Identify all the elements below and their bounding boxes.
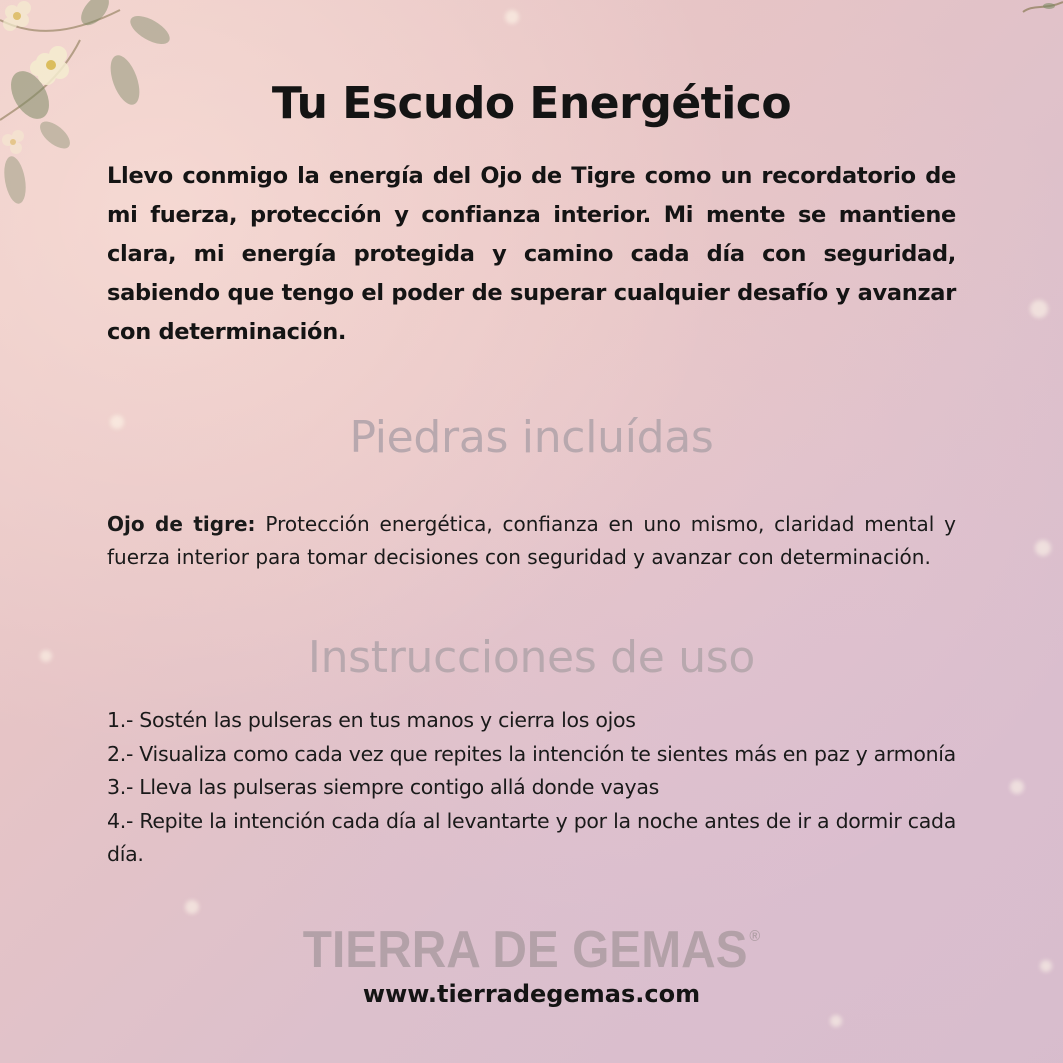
stone-benefits: Protección energética, confianza en uno mismo, claridad mental y fuerza interior para tomar decisiones con seguridad y avanzar con determinación. [107, 512, 957, 569]
sparkle-decoration [1035, 540, 1051, 556]
instruction-step: 1.- Sostén las pulseras en tus manos y cierra los ojos [107, 708, 636, 732]
instruction-step: 2.- Visualiza como cada vez que repites la intención te sientes más en paz y armonía [107, 741, 956, 766]
instruction-step: 4.- Repite la intención cada día al levantarte y por la noche antes de ir a dormir cada día. [107, 808, 956, 866]
sparkle-decoration [1010, 780, 1024, 794]
brand-logo [43, 920, 1021, 980]
stone-name: Ojo de tigre: [107, 512, 256, 536]
instructions-heading: Instrucciones de uso [307, 632, 756, 683]
website-url: www.tierradegemas.com [362, 980, 701, 1008]
page-title: Tu Escudo Energético [271, 78, 792, 129]
vine-corner-decoration [1003, 0, 1063, 30]
sparkle-decoration [1030, 300, 1048, 318]
stones-heading: Piedras incluídas [349, 412, 714, 463]
instruction-step: 3.- Lleva las pulseras siempre contigo allá donde vayas [107, 775, 660, 799]
sparkle-decoration [830, 1015, 842, 1027]
sparkle-decoration [1040, 960, 1052, 972]
instructions-list [107, 704, 956, 872]
sparkle-decoration [185, 900, 199, 914]
sparkle-decoration [505, 10, 519, 24]
intention-paragraph: Llevo conmigo la energía del Ojo de Tigre como un recordatorio de mi fuerza, protección y confianza interior. Mi mente se mantiene clara, mi energía protegida y camino cada día con seguridad, sabiendo que tengo el poder de superar cualquier desafío y avanzar con determinación. [107, 163, 956, 345]
stone-description [107, 508, 956, 573]
brand-name: TIERRA DE GEMAS [302, 921, 748, 979]
registered-mark: ® [749, 928, 761, 945]
